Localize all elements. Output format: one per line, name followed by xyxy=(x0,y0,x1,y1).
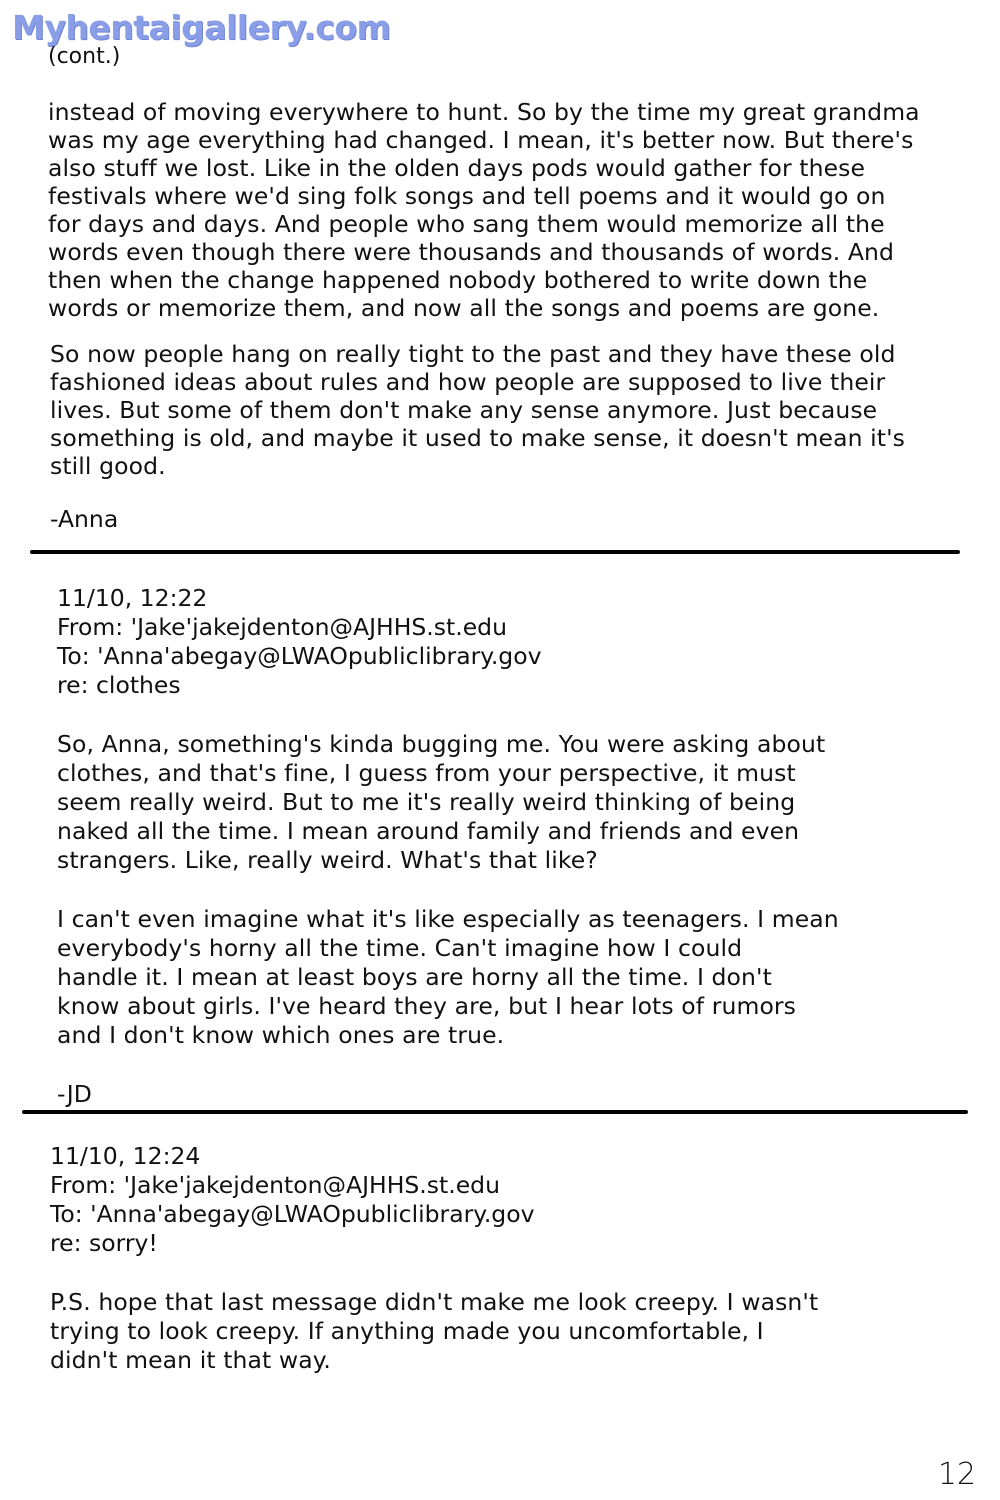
message-to: To: 'Anna'abegay@LWAOpubliclibrary.gov xyxy=(50,1200,535,1228)
message-signature: -Anna xyxy=(50,505,119,533)
message-paragraph: So now people hang on really tight to the past and they have these old fashioned ideas about rules and how people are supposed to live their lives. But some of them don't make any sense anymore. Just because something is old, and maybe it used to make sense, it doesn't mean it's still good. xyxy=(50,340,906,480)
message-subject: re: clothes xyxy=(57,671,181,699)
message-timestamp: 11/10, 12:24 xyxy=(50,1142,201,1170)
continuation-label: (cont.) xyxy=(48,44,121,69)
page-number: 12 xyxy=(937,1457,976,1492)
message-from: From: 'Jake'jakejdenton@AJHHS.st.edu xyxy=(50,1171,500,1199)
message-divider xyxy=(30,550,960,554)
message-timestamp: 11/10, 12:22 xyxy=(57,584,208,612)
message-header xyxy=(50,1142,535,1258)
message-paragraph: So, Anna, something's kinda bugging me. You were asking about clothes, and that's fine, I guess from your perspective, it must seem really weird. But to me it's really weird thinking of being naked all the time. I mean around family and friends and even strangers. Like, really weird. What's that like? xyxy=(57,730,826,874)
message-paragraph: P.S. hope that last message didn't make me look creepy. I wasn't trying to look creepy. If anything made you uncomfortable, I didn't mean it that way. xyxy=(50,1288,819,1374)
message-from: From: 'Jake'jakejdenton@AJHHS.st.edu xyxy=(57,613,507,641)
message-subject: re: sorry! xyxy=(50,1229,158,1257)
site-watermark: Myhentaigallery.com xyxy=(12,8,391,47)
message-paragraph: instead of moving everywhere to hunt. So by the time my great grandma was my age everything had changed. I mean, it's better now. But there's also stuff we lost. Like in the olden days pods would gather for these festivals where we'd sing folk songs and tell poems and it would go on for days and days. And people who sang them would memorize all the words even though there were thousands and thousands of words. And then when the change happened nobody bothered to write down the words or memorize them, and now all the songs and poems are gone. xyxy=(48,98,920,322)
message-divider xyxy=(22,1110,968,1114)
message-paragraph: I can't even imagine what it's like especially as teenagers. I mean everybody's horny all the time. Can't imagine how I could handle it. I mean at least boys are horny all the time. I don't know about girls. I've heard they are, but I hear lots of rumors and I don't know which ones are true. xyxy=(57,905,839,1049)
message-header xyxy=(57,584,542,700)
message-signature: -JD xyxy=(57,1080,92,1108)
message-to: To: 'Anna'abegay@LWAOpubliclibrary.gov xyxy=(57,642,542,670)
